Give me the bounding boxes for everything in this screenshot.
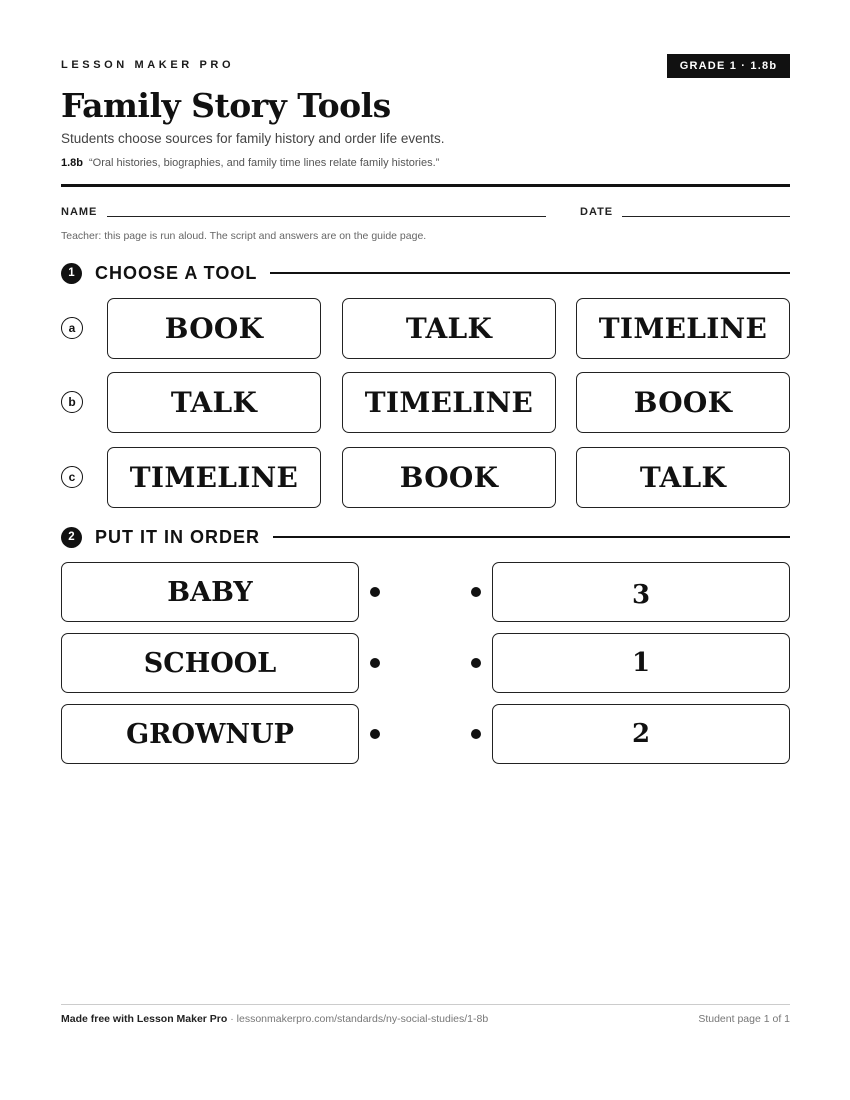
standard-code: 1.8b bbox=[61, 157, 84, 169]
date-line[interactable] bbox=[622, 216, 790, 217]
match-dot-left[interactable] bbox=[370, 729, 380, 739]
row-letter-a: a bbox=[61, 317, 83, 339]
teacher-note: Teacher: this page is run aloud. The script and answers are on the guide page. bbox=[61, 230, 427, 242]
event-card[interactable]: GROWNUP bbox=[61, 704, 359, 764]
event-card[interactable]: SCHOOL bbox=[61, 633, 359, 693]
tool-option-card[interactable]: BOOK bbox=[342, 447, 556, 508]
footer-url[interactable]: lessonmakerpro.com/standards/ny-social-studies/1-8b bbox=[236, 1013, 489, 1025]
brand-name: LESSON MAKER PRO bbox=[61, 59, 235, 71]
row-letter-c: c bbox=[61, 466, 83, 488]
match-dot-left[interactable] bbox=[370, 587, 380, 597]
section-title: CHOOSE A TOOL bbox=[95, 262, 258, 283]
page-subtitle: Students choose sources for family history and order life events. bbox=[61, 131, 445, 146]
match-dot-left[interactable] bbox=[370, 658, 380, 668]
footer-page-number: Student page 1 of 1 bbox=[698, 1013, 790, 1025]
tool-option-card[interactable]: TALK bbox=[107, 372, 321, 433]
tool-option-card[interactable]: TIMELINE bbox=[576, 298, 790, 359]
section-put-it-in-order-heading bbox=[61, 526, 790, 548]
worksheet-page bbox=[61, 0, 790, 1100]
footer-made-with: Made free with Lesson Maker Pro bbox=[61, 1013, 228, 1025]
match-dot-right[interactable] bbox=[471, 587, 481, 597]
standard-line bbox=[61, 157, 439, 169]
order-number-card[interactable]: 1 bbox=[492, 633, 790, 693]
name-label: NAME bbox=[61, 206, 98, 218]
name-line[interactable] bbox=[107, 216, 546, 217]
tool-option-card[interactable]: BOOK bbox=[576, 372, 790, 433]
date-label: DATE bbox=[580, 206, 614, 218]
section-rule bbox=[273, 536, 790, 538]
standard-text: “Oral histories, biographies, and family time lines relate family histories.” bbox=[89, 157, 440, 169]
tool-option-card[interactable]: TIMELINE bbox=[342, 372, 556, 433]
match-dot-right[interactable] bbox=[471, 658, 481, 668]
page-title: Family Story Tools bbox=[61, 86, 391, 125]
footer-separator: · bbox=[227, 1013, 237, 1025]
grade-badge: GRADE 1 · 1.8b bbox=[667, 54, 790, 78]
order-number-card[interactable]: 3 bbox=[492, 562, 790, 622]
event-card[interactable]: BABY bbox=[61, 562, 359, 622]
section-rule bbox=[270, 272, 790, 274]
footer-divider bbox=[61, 1004, 790, 1005]
section-number-badge: 1 bbox=[61, 263, 82, 284]
section-title: PUT IT IN ORDER bbox=[95, 526, 261, 547]
match-dot-right[interactable] bbox=[471, 729, 481, 739]
tool-option-card[interactable]: BOOK bbox=[107, 298, 321, 359]
header-divider bbox=[61, 184, 790, 187]
order-number-card[interactable]: 2 bbox=[492, 704, 790, 764]
section-choose-a-tool-heading bbox=[61, 262, 790, 284]
tool-option-card[interactable]: TIMELINE bbox=[107, 447, 321, 508]
tool-option-card[interactable]: TALK bbox=[342, 298, 556, 359]
footer-credit bbox=[61, 1013, 488, 1025]
tool-option-card[interactable]: TALK bbox=[576, 447, 790, 508]
row-letter-b: b bbox=[61, 391, 83, 413]
section-number-badge: 2 bbox=[61, 527, 82, 548]
